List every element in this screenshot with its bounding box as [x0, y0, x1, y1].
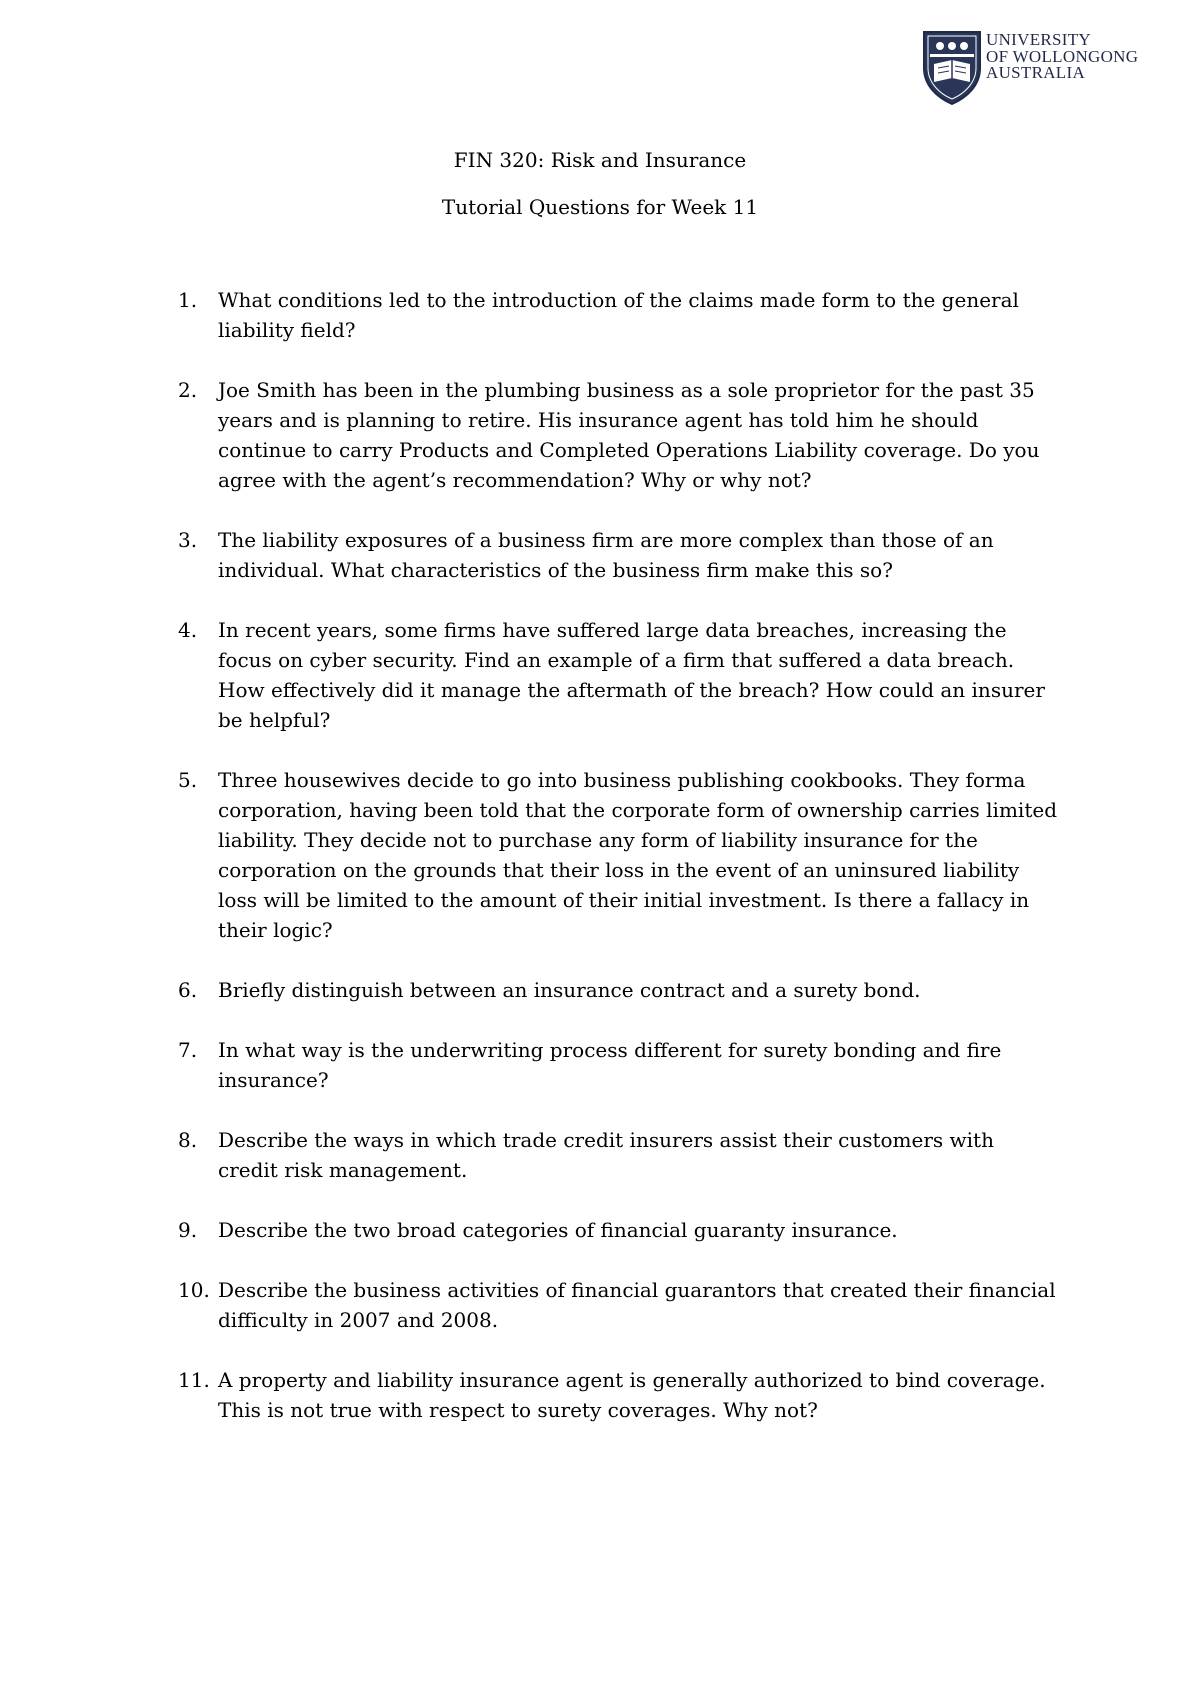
question-item — [178, 375, 1058, 495]
question-text: A property and liability insurance agent is generally authorized to bind coverage. This is not true with respect to surety coverages. Why not? — [218, 1368, 1046, 1422]
question-text: The liability exposures of a business firm are more complex than those of an individual. What characteristics of the business firm make this so? — [218, 528, 994, 582]
question-item — [178, 285, 1058, 345]
question-item — [178, 975, 1058, 1005]
question-number: 11. — [178, 1368, 210, 1392]
question-text: Describe the business activities of financial guarantors that created their financial difficulty in 2007 and 2008. — [218, 1278, 1056, 1332]
question-item — [178, 1215, 1058, 1245]
question-number: 4. — [178, 618, 198, 642]
question-text: What conditions led to the introduction of the claims made form to the general liability field? — [218, 288, 1019, 342]
question-text: Joe Smith has been in the plumbing business as a sole proprietor for the past 35 years and is planning to retire. His insurance agent has told him he should continue to carry Products and Completed Operations Liability coverage. Do you agree with the agent’s recommendation? Why or why not? — [218, 378, 1040, 492]
question-list — [178, 285, 1058, 1455]
university-name — [986, 32, 1138, 82]
question-text: In what way is the underwriting process different for surety bonding and fire insurance? — [218, 1038, 1002, 1092]
question-item — [178, 1275, 1058, 1335]
question-text: Three housewives decide to go into business publishing cookbooks. They forma corporation, having been told that the corporate form of ownership carries limited liability. They decide not to purchase any form of liability insurance for the corporation on the grounds that their loss in the event of an uninsured liability loss will be limited to the amount of their initial investment. Is there a fallacy in their logic? — [218, 768, 1057, 942]
question-item — [178, 765, 1058, 945]
question-text: Describe the two broad categories of financial guaranty insurance. — [218, 1218, 898, 1242]
question-item — [178, 1035, 1058, 1095]
logo-line-1: UNIVERSITY — [986, 30, 1091, 49]
question-item — [178, 525, 1058, 585]
university-logo — [920, 28, 1170, 108]
question-number: 5. — [178, 768, 198, 792]
logo-line-2: OF WOLLONGONG — [986, 46, 1139, 66]
question-text: Describe the ways in which trade credit insurers assist their customers with credit risk management. — [218, 1128, 994, 1182]
question-number: 10. — [178, 1278, 210, 1302]
question-item — [178, 615, 1058, 735]
question-number: 1. — [178, 288, 198, 312]
question-item — [178, 1125, 1058, 1185]
logo-line-3: AUSTRALIA — [986, 63, 1086, 82]
course-title: FIN 320: Risk and Insurance — [453, 148, 747, 172]
university-crest-icon — [920, 28, 984, 108]
question-text: In recent years, some firms have suffered large data breaches, increasing the focus on cyber security. Find an example of a firm that suffered a data breach. How effectively did it manage the aftermath of the breach? How could an insurer be helpful? — [218, 618, 1045, 732]
document-subtitle: Tutorial Questions for Week 11 — [441, 195, 759, 219]
question-item — [178, 1365, 1058, 1425]
question-number: 3. — [178, 528, 198, 552]
question-number: 2. — [178, 378, 198, 402]
question-number: 6. — [178, 978, 198, 1002]
question-text: Briefly distinguish between an insurance contract and a surety bond. — [218, 978, 921, 1002]
question-number: 9. — [178, 1218, 198, 1242]
question-number: 8. — [178, 1128, 198, 1152]
question-number: 7. — [178, 1038, 198, 1062]
